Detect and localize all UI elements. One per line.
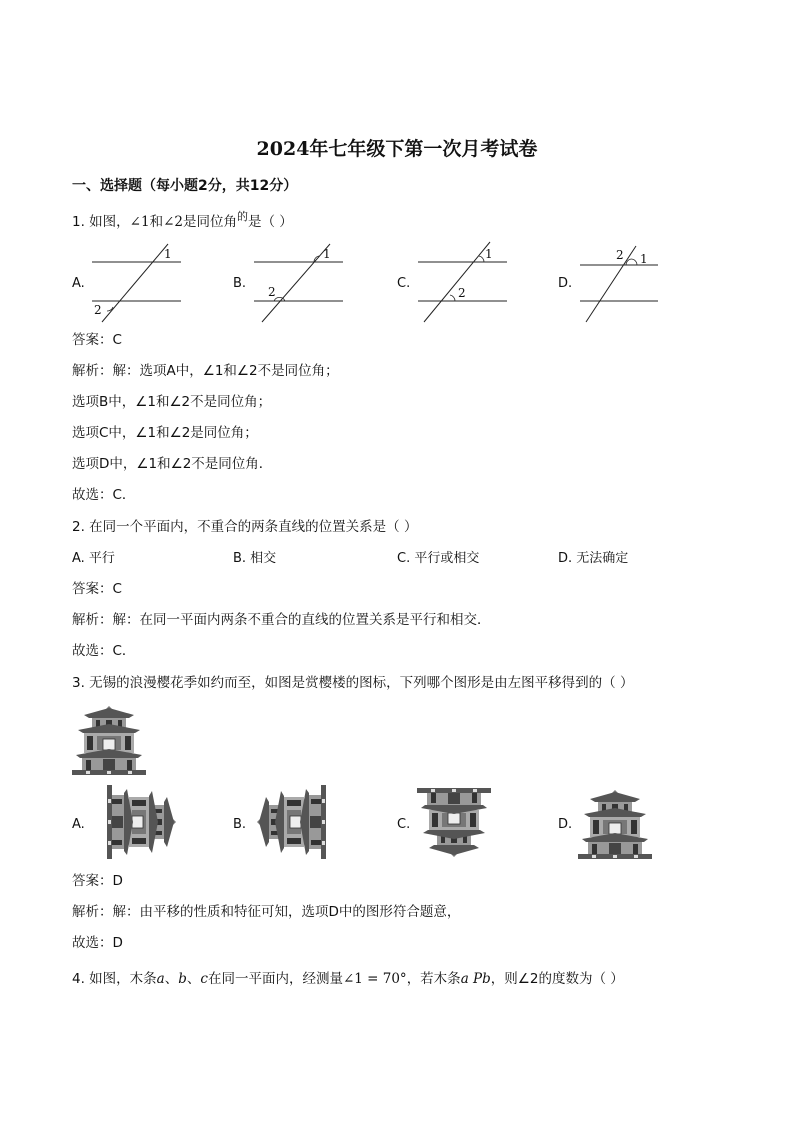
q2-explain: 解析：解：在同一平面内两条不重合的直线的位置关系是平行和相交． xyxy=(72,612,491,628)
q2-option-d: D. 无法确定 xyxy=(558,551,629,566)
q1-and: 和 xyxy=(149,214,164,230)
q1-stem-post: 是（ ） xyxy=(247,214,293,230)
q1-figure-d xyxy=(574,238,674,324)
q1-figure-c-label-1: 1 xyxy=(485,247,493,261)
q4-stem xyxy=(72,973,624,987)
q1-figure-c-label-2: 2 xyxy=(458,286,466,300)
q3-option-b-pagoda-icon xyxy=(253,784,343,860)
q1-stem-pre: 1. 如图， xyxy=(72,214,130,230)
q1-option-b-label: B. xyxy=(233,276,247,291)
q2-conclusion: 故选：C． xyxy=(72,643,136,659)
q3-option-a-label: A. xyxy=(72,817,85,832)
q3-option-b-label: B. xyxy=(233,817,247,832)
q1-explain-line: 选项B中，∠1和∠2不是同位角； xyxy=(72,394,272,410)
q1-stem-mid: 是同位角 xyxy=(182,214,237,230)
q1-figure-b xyxy=(248,238,348,324)
q1-figure-a xyxy=(86,238,186,324)
q1-figure-b-label-1: 1 xyxy=(323,247,331,261)
q1-explain-line: 选项C中，∠1和∠2是同位角； xyxy=(72,425,258,441)
q3-option-c-label: C. xyxy=(397,817,411,832)
q1-option-d-label: D. xyxy=(558,276,573,291)
q2-answer: 答案：C xyxy=(72,581,122,597)
q3-explain: 解析：解：由平移的性质和特征可知，选项D中的图形符合题意， xyxy=(72,904,461,920)
q1-figure-b-label-2: 2 xyxy=(268,285,276,299)
q1-figure-a-label-1: 1 xyxy=(164,247,172,261)
q3-reference-pagoda-icon xyxy=(72,703,148,777)
q3-conclusion: 故选：D xyxy=(72,935,123,951)
q1-angle1: ∠1 xyxy=(129,214,150,230)
q1-explain-line: 解析：解：选项A中，∠1和∠2不是同位角； xyxy=(72,363,339,379)
q4-measure: ∠1 = 70° xyxy=(342,971,407,987)
q1-figure-d-label-2: 2 xyxy=(616,248,624,262)
q4-sep2: 、 xyxy=(186,971,201,987)
q1-conclusion: 故选：C． xyxy=(72,487,136,503)
q3-option-a-pagoda-icon xyxy=(92,784,182,860)
q3-stem: 3. 无锡的浪漫樱花季如约而至，如图是赏樱楼的图标，下列哪个图形是由左图平移得到的（ ） xyxy=(72,675,634,691)
q4-var-a: a xyxy=(156,971,165,987)
q1-figure-d-label-1: 1 xyxy=(640,252,648,266)
q4-var-b: b xyxy=(178,971,187,987)
q2-option-a: A. 平行 xyxy=(72,551,115,566)
page-title: 2024年七年级下第一次月考试卷 xyxy=(256,138,538,160)
q3-option-c-pagoda-icon xyxy=(417,786,493,860)
q4-var-c: c xyxy=(200,971,208,987)
q4-sep1: 、 xyxy=(164,971,179,987)
q1-option-a-label: A. xyxy=(72,276,85,291)
q3-option-d-label: D. xyxy=(558,817,573,832)
q1-angle2: ∠2 xyxy=(163,214,183,230)
q4-stem-mid2: ，若木条 xyxy=(406,971,461,987)
q4-stem-mid: 在同一平面内，经测量 xyxy=(207,971,343,987)
q1-answer: 答案：C xyxy=(72,332,122,348)
q3-answer: 答案：D xyxy=(72,873,123,889)
q3-option-d-pagoda-icon xyxy=(578,787,654,861)
q1-explain-line: 选项D中，∠1和∠2不是同位角． xyxy=(72,456,273,472)
q2-option-b: B. 相交 xyxy=(233,551,277,566)
q4-parallel: a Pb xyxy=(460,971,491,987)
q2-stem: 2. 在同一个平面内，不重合的两条直线的位置关系是（ ） xyxy=(72,519,418,535)
q4-stem-post: ，则∠2的度数为（ ） xyxy=(490,971,624,987)
q2-option-c: C. 平行或相交 xyxy=(397,551,480,566)
q4-stem-pre: 4. 如图，木条 xyxy=(72,971,157,987)
q1-figure-c xyxy=(412,238,512,324)
q1-stem xyxy=(72,210,293,230)
q1-figure-a-label-2: 2 xyxy=(94,303,102,317)
q1-option-c-label: C. xyxy=(397,276,411,291)
q1-stem-de: 的 xyxy=(236,210,248,223)
section-heading: 一、选择题（每小题2分，共12分） xyxy=(72,178,298,194)
